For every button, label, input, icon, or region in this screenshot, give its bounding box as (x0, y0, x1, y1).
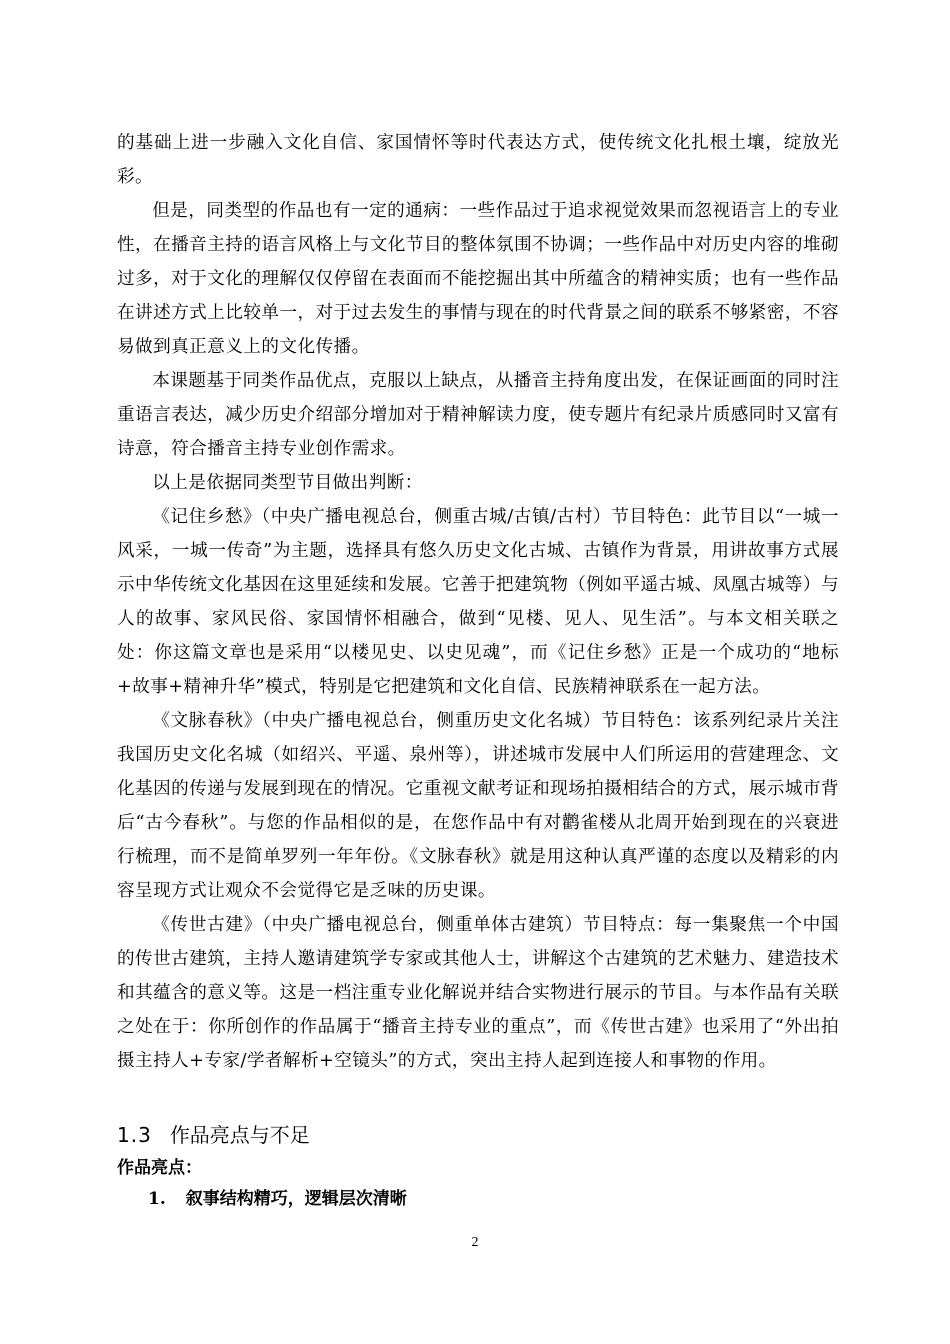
paragraph-jizhu-xiangchou: 《记住乡愁》（中央广播电视总台，侧重古城/古镇/古村）节目特色：此节目以“一城一风采，一城一传奇”为主题，选择具有悠久历史文化古城、古镇作为背景，用讲故事方式展示中华传统文化基因在这里延续和发展。它善于把建筑物（例如平遥古城、凤凰古城等）与人的故事、家风民俗、家国情怀相融合，做到“见楼、见人、见生活”。与本文相关联之处：你这篇文章也是采用“以楼见史、以史见魂”，而《记住乡愁》正是一个成功的“地标+故事+精神升华”模式，特别是它把建筑和文化自信、民族精神联系在一起方法。 (117, 507, 839, 697)
list-item-text: 叙事结构精巧，逻辑层次清晰 (185, 1189, 407, 1209)
subheading-highlights: 作品亮点： (117, 1158, 202, 1178)
paragraph-chuanshi-gujian: 《传世古建》（中央广播电视总台，侧重单体古建筑）节目特点：每一集聚焦一个中国的传世古建筑，主持人邀请建筑学专家或其他人士，讲解这个古建筑的艺术魅力、建造技术和其蕴含的意义等。这是一档注重专业化解说并结合实物进行展示的节目。与本作品有关联之处在于：你所创作的作品属于“播音主持专业的重点”，而《传世古建》也采用了“外出拍摄主持人+专家/学者解析+空镜头”的方式，突出主持人起到连接人和事物的作用。 (117, 915, 839, 1071)
list-item-number: 1. (148, 1189, 166, 1209)
section-title: 作品亮点与不足 (169, 1123, 310, 1147)
paragraph-intro-judgement: 以上是依据同类型节目做出判断： (152, 473, 423, 493)
paragraph-shortcomings: 但是，同类型的作品也有一定的通病：一些作品过于追求视觉效果而忽视语言上的专业性，在播音主持的语言风格上与文化节目的整体氛围不协调；一些作品中对历史内容的堆砌过多，对于文化的理解仅仅停留在表面而不能挖掘出其中所蕴含的精神实质；也有一些作品在讲述方式上比较单一，对于过去发生的事情与现在的时代背景之间的联系不够紧密，不容易做到真正意义上的文化传播。 (117, 201, 839, 357)
list-item (148, 1184, 407, 1214)
page-number: 2 (471, 1235, 479, 1250)
paragraph-continuation: 的基础上进一步融入文化自信、家国情怀等时代表达方式，使传统文化扎根土壤，绽放光彩。 (117, 133, 839, 187)
paragraph-wenmai-chunqiu: 《文脉春秋》（中央广播电视总台，侧重历史文化名城）节目特色：该系列纪录片关注我国历史文化名城（如绍兴、平遥、泉州等），讲述城市发展中人们所运用的营建理念、文化基因的传递与发展到现在的情况。它重视文献考证和现场拍摄相结合的方式，展示城市背后“古今春秋”。与您的作品相似的是，在您作品中有对鹳雀楼从北周开始到现在的兴衰进行梳理，而不是简单罗列一年年份。《文脉春秋》就是用这种认真严谨的态度以及精彩的内容呈现方式让观众不会觉得它是乏味的历史课。 (117, 711, 839, 901)
paragraph-project-basis: 本课题基于同类作品优点，克服以上缺点，从播音主持角度出发，在保证画面的同时注重语言表达，减少历史介绍部分增加对于精神解读力度，使专题片有纪录片质感同时又富有诗意，符合播音主持专业创作需求。 (117, 371, 839, 459)
section-heading (117, 1119, 310, 1151)
section-number: 1.3 (117, 1123, 152, 1147)
body-text (117, 126, 839, 1078)
